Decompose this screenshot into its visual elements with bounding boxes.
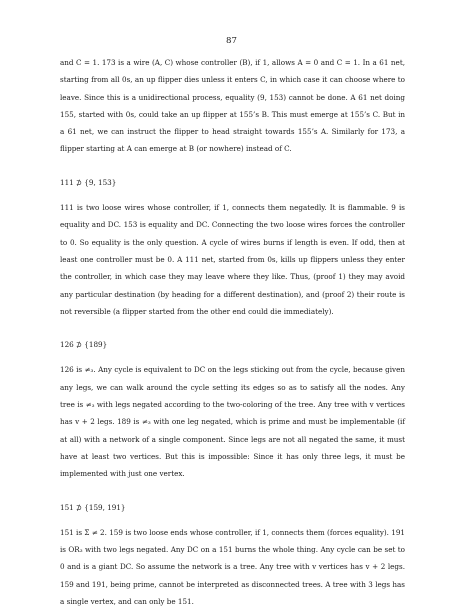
section-heading-126: 126 ⊅ {189} xyxy=(60,340,108,350)
spacer xyxy=(60,353,405,361)
section-heading-111: 111 ⊅ {9, 153} xyxy=(60,177,117,187)
section-heading-151: 151 ⊅ {159, 191} xyxy=(60,502,126,512)
spacer xyxy=(60,191,405,199)
spacer xyxy=(60,516,405,524)
body-text xyxy=(60,54,405,610)
paragraph-151: 151 is Σ ≠ 2. 159 is two loose ends whose controller, if 1, connects them (forces equality). 191 is OR₃ with two legs negated. Any DC on a 151 burns the whole thing. Any cycle can be set to 0 and is a giant DC. So assume the network is a tree. Any tree with v vertices has v + 2 legs. 159 and 191, being prime, cannot be interpreted as disconnected trees. A tree with 3 legs has a single vertex, and can only be 151. xyxy=(60,527,405,607)
spacer xyxy=(60,483,405,499)
paragraph-126: 126 is ≠₃. Any cycle is equivalent to DC on the legs sticking out from the cycle, because given any legs, we can walk around the cycle setting its edges so as to satisfy all the nodes. Any tree is ≠₃ with legs negated according to the two-coloring of the tree. Any tree with v vertices has v + 2 legs. 189 is ≠₃ with one leg negated, which is prime and must be implementable (if at all) with a network of a single component. Since legs are not all negated the same, it must have at least two vertices. But this is impossible: Since it has only three legs, it must be implemented with just one vertex. xyxy=(60,365,405,479)
spacer xyxy=(60,320,405,336)
spacer xyxy=(60,158,405,174)
paragraph-111: 111 is two loose wires whose controller, if 1, connects them negatedly. It is flammable. 9 is equality and DC. 153 is equality and DC. Connecting the two loose wires forces the controller to 0. So equality is the only question. A cycle of wires burns if length is even. If odd, then at least one controller must be 0. A 111 net, started from 0s, kills up flippers unless they enter the controller, in which case they may leave where they like. Thus, (proof 1) they may avoid any particular destination (by heading for a different destination), and (proof 2) their route is not reversible (a flipper started from the other end could die immediately). xyxy=(60,203,405,316)
paragraph-intro: and C = 1. 173 is a wire (A, C) whose controller (B), if 1, allows A = 0 and C = 1. In a 61 net, starting from all 0s, an up flipper dies unless it enters C, in which case it can choose where to leave. Since this is a unidirectional process, equality (9, 153) cannot be done. A 61 net doing 155, started with 0s, could take an up flipper at 155’s B. This must emerge at 155’s C. But in a 61 net, we can instruct the flipper to head straight towards 155’s A. Similarly for 173, a flipper starting at A can emerge at B (or nowhere) instead of C. xyxy=(60,58,405,154)
page-number: 87 xyxy=(226,36,237,46)
